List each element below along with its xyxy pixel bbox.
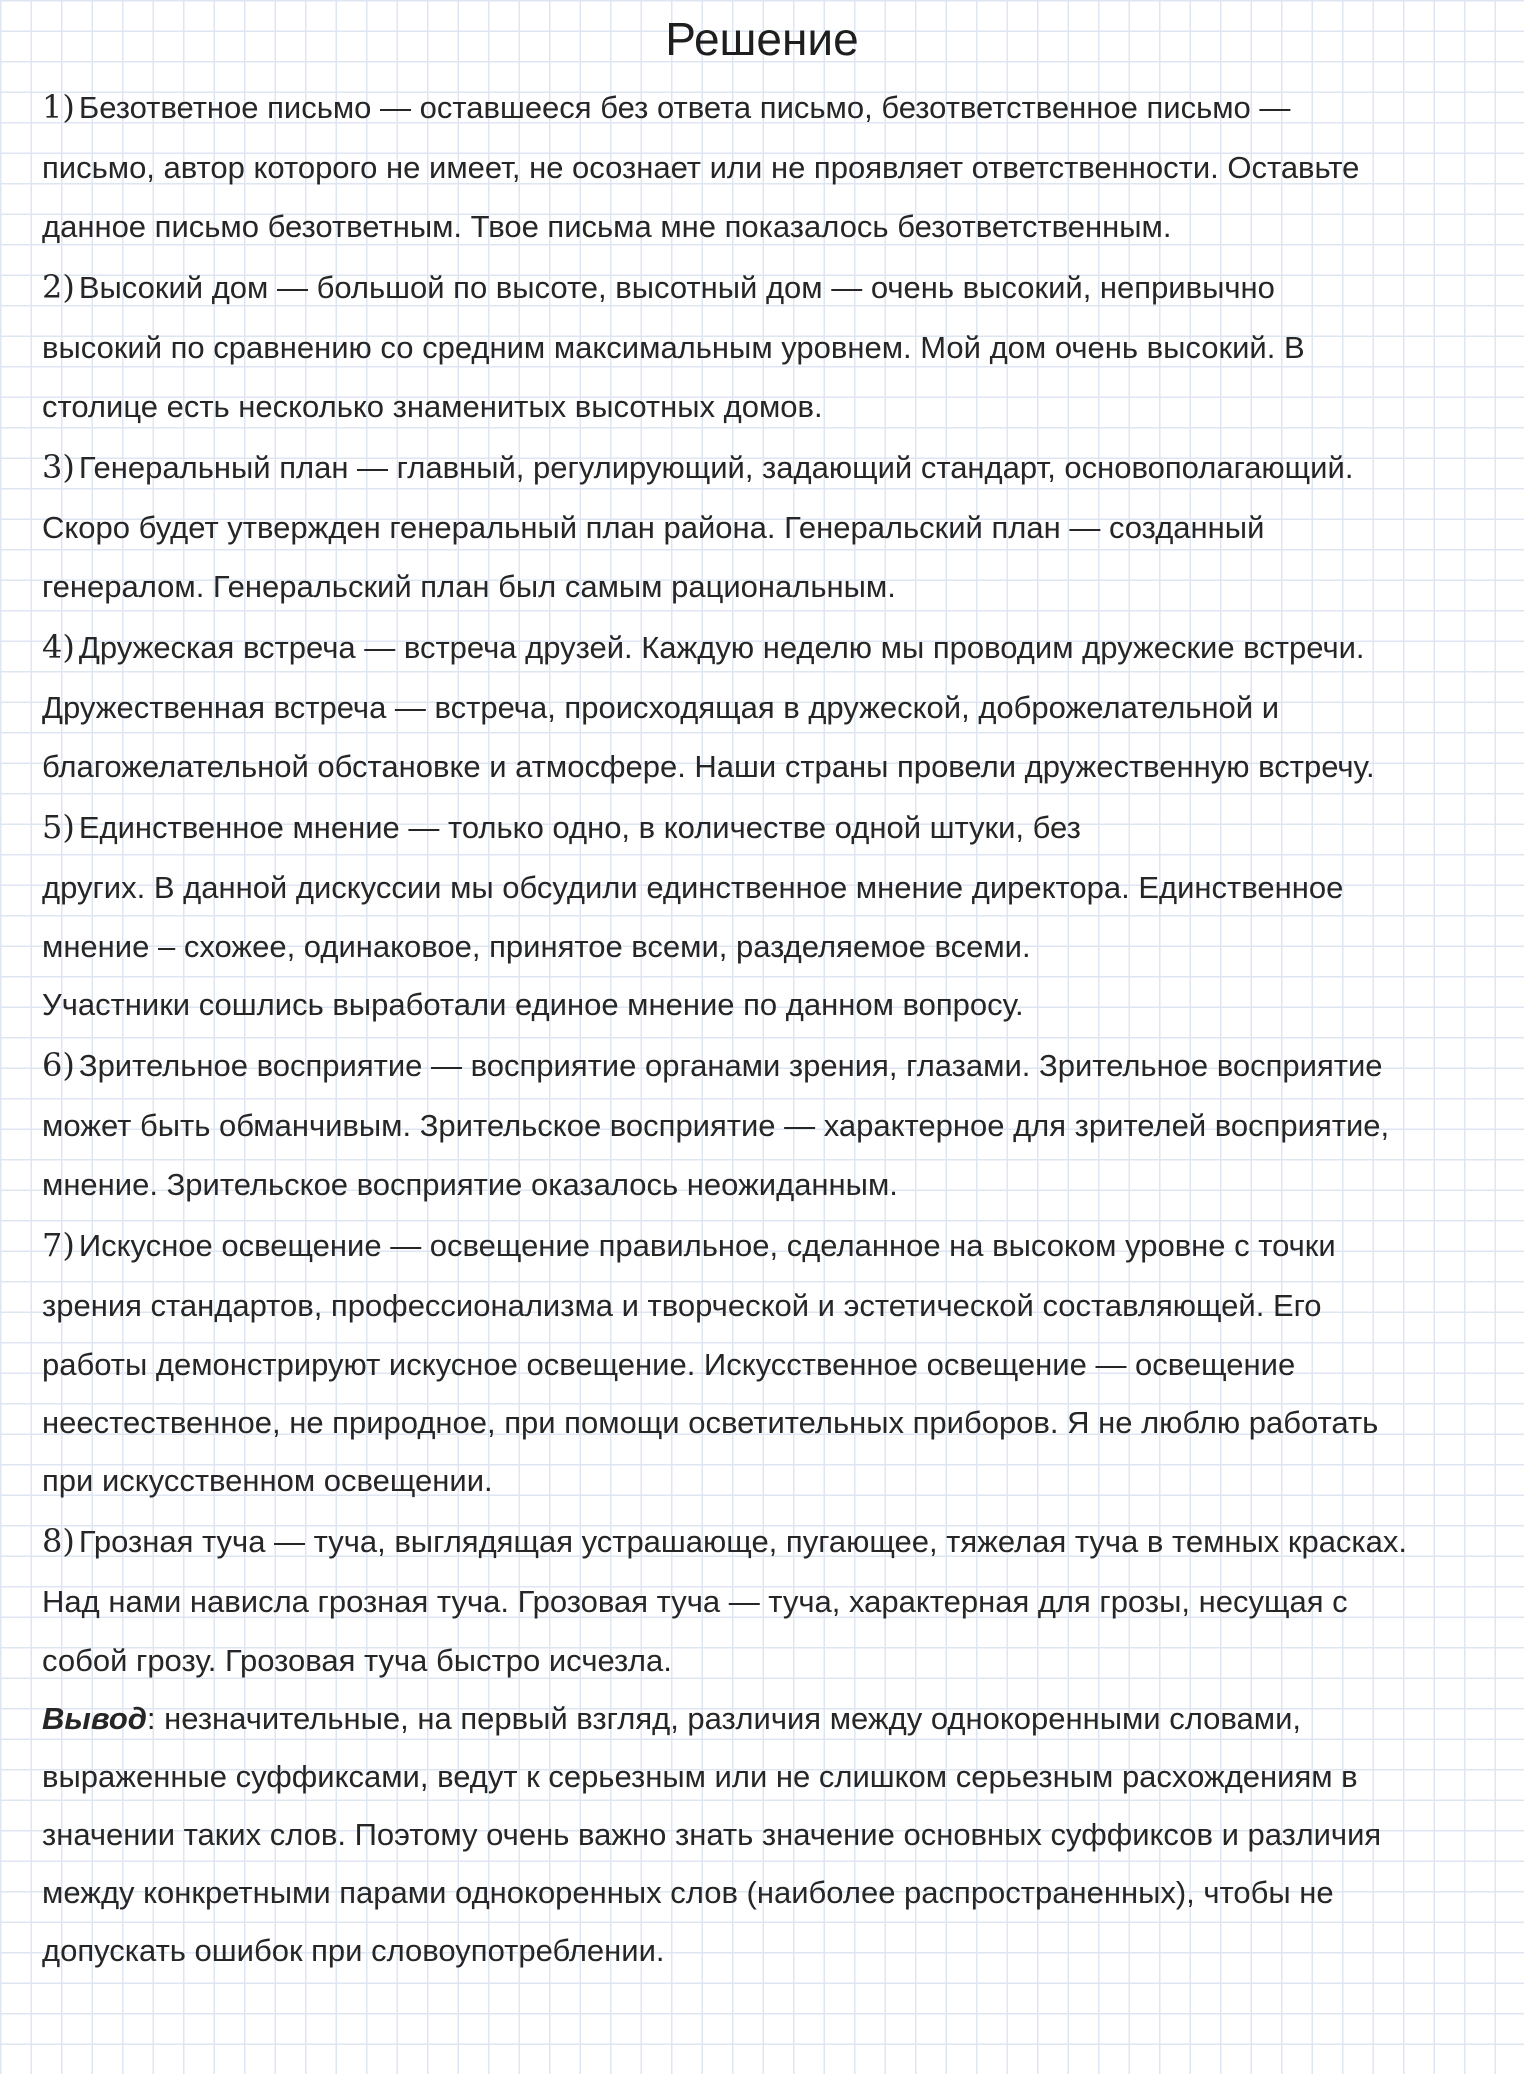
line (42, 256, 1492, 318)
line: неестественное, не природное, при помощи осветительных приборов. Я не люблю работать (42, 1405, 1379, 1440)
item-6 (42, 1034, 1492, 1214)
line: мнение. Зрительское восприятие оказалось неожиданным. (42, 1167, 898, 1202)
item-4 (42, 616, 1492, 796)
line: столице есть несколько знаменитых высотных домов. (42, 389, 823, 424)
item-number: 7) (42, 1226, 75, 1264)
line-text: Дружеская встреча — встреча друзей. Каждую неделю мы проводим дружеские встречи. (78, 630, 1365, 665)
item-5 (42, 796, 1492, 1034)
item-number: 8) (42, 1522, 75, 1560)
line: Участники сошлись выработали единое мнение по данном вопросу. (42, 987, 1024, 1022)
line (42, 1690, 1492, 1748)
item-number: 2) (42, 268, 75, 306)
line: может быть обманчивым. Зрительское восприятие — характерное для зрителей восприятие, (42, 1108, 1390, 1143)
item-2 (42, 256, 1492, 436)
item-7 (42, 1214, 1492, 1510)
line: допускать ошибок при словоупотреблении. (42, 1933, 665, 1968)
line: письмо, автор которого не имеет, не осознает или не проявляет ответственности. Оставьте (42, 150, 1360, 185)
line: значении таких слов. Поэтому очень важно знать значение основных суффиксов и различия (42, 1817, 1382, 1852)
line: выраженные суффиксами, ведут к серьезным или не слишком серьезным расхождениям в (42, 1759, 1358, 1794)
line (42, 1034, 1492, 1096)
item-number: 1) (42, 88, 75, 126)
line: данное письмо безответным. Твое письма мне показалось безответственным. (42, 209, 1172, 244)
line: Дружественная встреча — встреча, происходящая в дружеской, доброжелательной и (42, 690, 1280, 725)
line-text: Единственное мнение — только одно, в количестве одной штуки, без (78, 810, 1081, 845)
line (42, 1214, 1492, 1276)
item-8 (42, 1510, 1492, 1690)
page-title: Решение (665, 13, 859, 65)
line: высокий по сравнению со средним максимальным уровнем. Мой дом очень высокий. В (42, 330, 1305, 365)
line: мнение – схожее, одинаковое, принятое всеми, разделяемое всеми. (42, 929, 1031, 964)
line: благожелательной обстановке и атмосфере. Наши страны провели дружественную встречу. (42, 749, 1375, 784)
item-number: 4) (42, 628, 75, 666)
line (42, 796, 1492, 858)
line: Над нами нависла грозная туча. Грозовая туча — туча, характерная для грозы, несущая с (42, 1584, 1348, 1619)
solution-page (42, 0, 1492, 1980)
line: других. В данной дискуссии мы обсудили единственное мнение директора. Единственное (42, 870, 1344, 905)
line-text: : незначительные, на первый взгляд, различия между однокоренными словами, (146, 1701, 1302, 1736)
line: при искусственном освещении. (42, 1463, 493, 1498)
line (42, 76, 1492, 138)
line-text: Искусное освещение — освещение правильное, сделанное на высоком уровне с точки (78, 1228, 1336, 1263)
line: собой грозу. Грозовая туча быстро исчезла. (42, 1643, 672, 1678)
line (42, 1510, 1492, 1572)
line (42, 436, 1492, 498)
item-number: 3) (42, 448, 75, 486)
item-1 (42, 76, 1492, 256)
line (42, 616, 1492, 678)
line-text: Генеральный план — главный, регулирующий, задающий стандарт, основополагающий. (78, 450, 1354, 485)
solution-text (42, 76, 1492, 1980)
line: между конкретными парами однокоренных слов (наиболее распространенных), чтобы не (42, 1875, 1334, 1910)
line-text: Грозная туча — туча, выглядящая устрашающе, пугающее, тяжелая туча в темных красках. (78, 1524, 1408, 1559)
line: работы демонстрируют искусное освещение. Искусственное освещение — освещение (42, 1347, 1296, 1382)
item-number: 5) (42, 808, 75, 846)
line-text: Высокий дом — большой по высоте, высотный дом — очень высокий, непривычно (78, 270, 1275, 305)
line: Скоро будет утвержден генеральный план района. Генеральский план — созданный (42, 510, 1265, 545)
conclusion (42, 1690, 1492, 1980)
item-3 (42, 436, 1492, 616)
line-text: Зрительное восприятие — восприятие органами зрения, глазами. Зрительное восприятие (78, 1048, 1383, 1083)
line-text: Безответное письмо — оставшееся без ответа письмо, безответственное письмо — (78, 90, 1291, 125)
line: генералом. Генеральский план был самым рациональным. (42, 569, 896, 604)
item-number: 6) (42, 1046, 75, 1084)
conclusion-label: Вывод (42, 1701, 147, 1736)
line: зрения стандартов, профессионализма и творческой и эстетической составляющей. Его (42, 1288, 1322, 1323)
